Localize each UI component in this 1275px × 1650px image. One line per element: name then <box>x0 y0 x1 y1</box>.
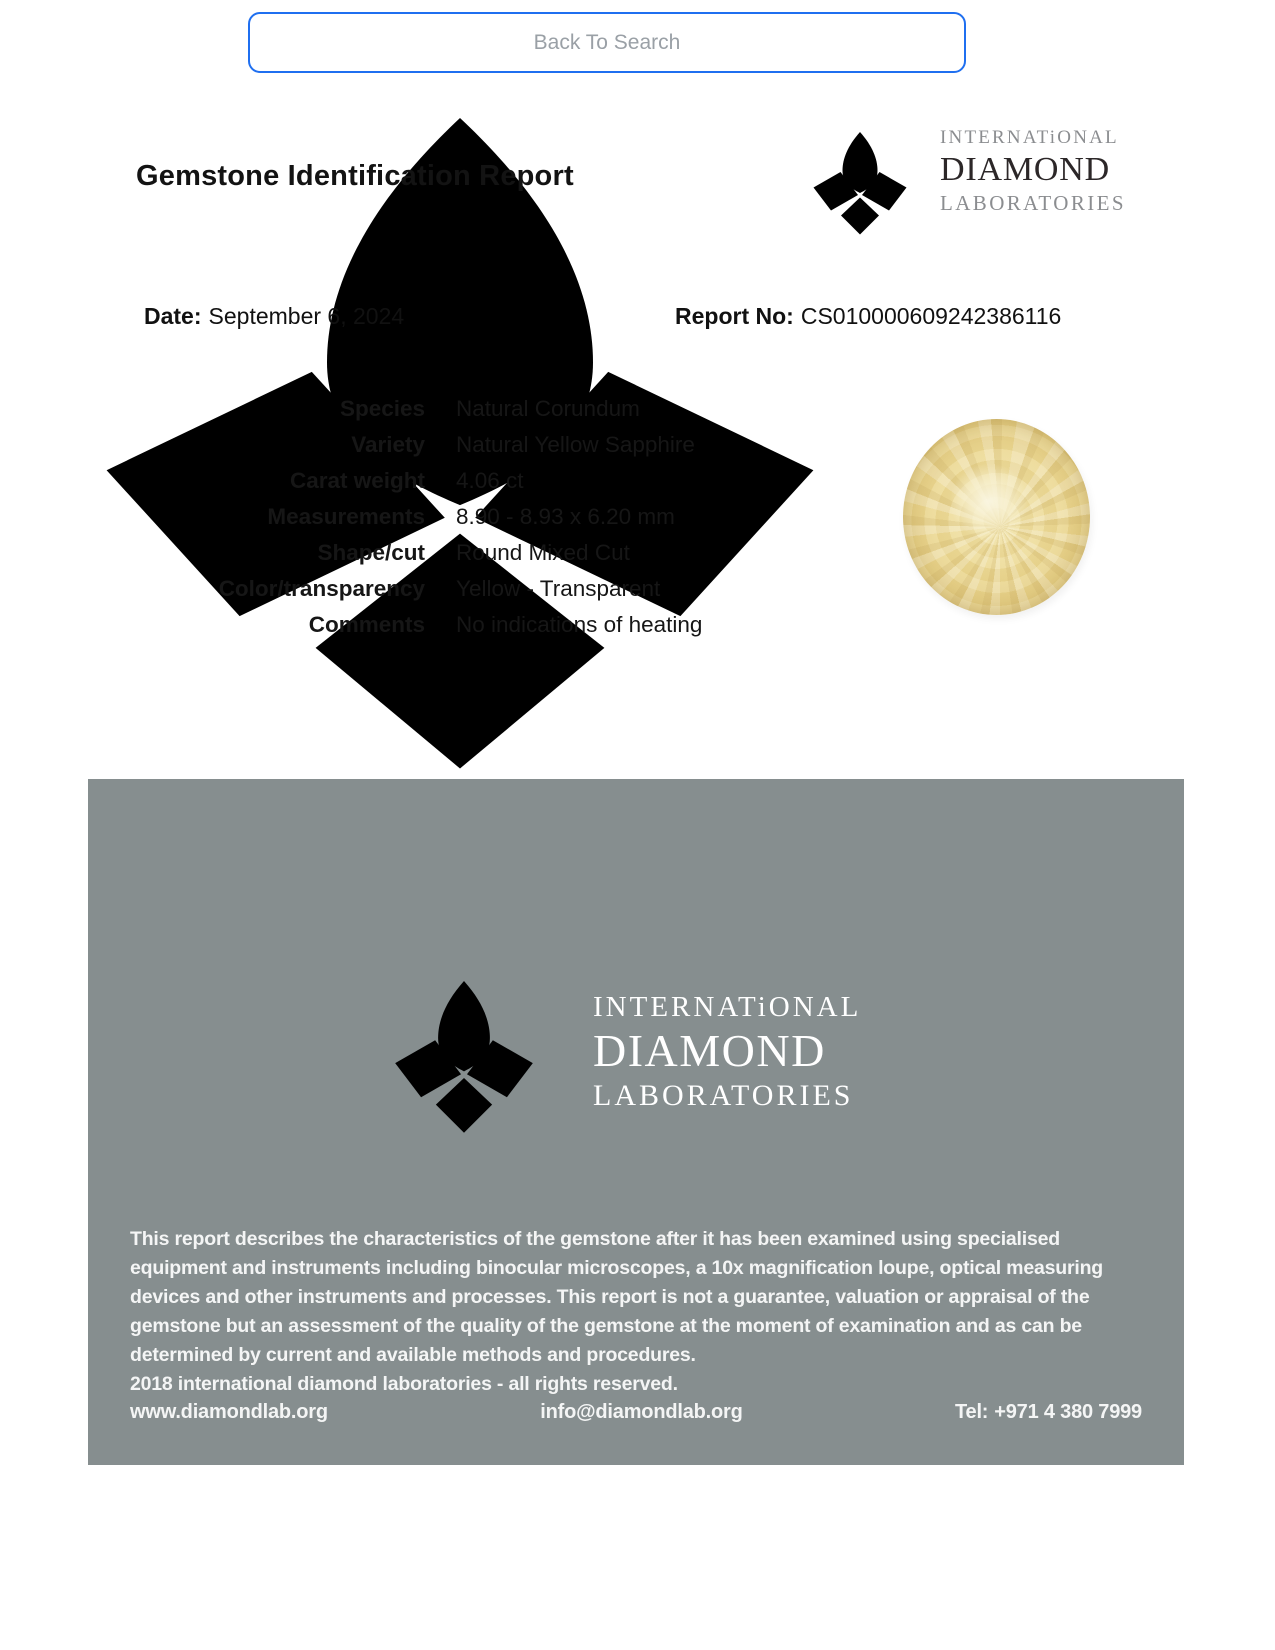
idl-logo-wordmark <box>593 989 861 1115</box>
idl-logo-icon <box>808 132 912 236</box>
detail-row <box>140 396 1060 432</box>
contact-row <box>130 1401 1142 1424</box>
gemstone-photo <box>903 419 1090 615</box>
brand-line-laboratories: LABORATORIES <box>593 1079 854 1112</box>
detail-label: Measurements <box>267 504 425 529</box>
brand-line-laboratories: LABORATORIES <box>940 191 1126 215</box>
website-text: www.diamondlab.org <box>130 1401 328 1423</box>
idl-logo-icon <box>390 979 538 1137</box>
detail-value: Round Mixed Cut <box>456 540 630 565</box>
detail-value: 4.06 ct <box>456 468 524 493</box>
detail-row <box>140 612 1060 648</box>
rights-line: 2018 international diamond laboratories - all rights reserved. <box>130 1373 678 1395</box>
back-to-search-button[interactable] <box>248 12 966 73</box>
footer-panel <box>88 779 1184 1465</box>
telephone-text <box>955 1401 1142 1424</box>
report-no-label: Report No: <box>675 303 794 329</box>
page-title: Gemstone Identification Report <box>136 160 574 192</box>
date-label: Date: <box>144 303 202 329</box>
meta-row <box>0 303 1275 335</box>
disclaimer-text <box>130 1225 1142 1399</box>
detail-label: Comments <box>308 612 425 637</box>
report-date <box>144 303 404 330</box>
detail-value: Natural Corundum <box>456 396 640 421</box>
back-to-search-label: Back To Search <box>533 30 681 54</box>
idl-logo-wordmark <box>940 126 1126 217</box>
detail-label: Carat weight <box>289 468 425 493</box>
detail-value: 8.90 - 8.93 x 6.20 mm <box>456 504 675 529</box>
tel-value: +971 4 380 7999 <box>994 1401 1142 1423</box>
date-value: September 6, 2024 <box>208 303 405 329</box>
detail-label: Species <box>339 396 425 421</box>
detail-value: No indications of heating <box>456 612 703 637</box>
detail-value: Yellow - Transparent <box>456 576 661 601</box>
idl-logo-header <box>808 124 1138 244</box>
detail-label: Color/transparency <box>218 576 425 601</box>
email-text: info@diamondlab.org <box>540 1401 743 1423</box>
brand-line-international: INTERNATiONAL <box>940 127 1119 148</box>
idl-logo-footer <box>390 979 950 1149</box>
brand-line-international: INTERNATiONAL <box>593 991 862 1023</box>
report-number <box>675 303 1061 330</box>
report-no-value: CS010000609242386116 <box>800 303 1062 329</box>
detail-label: Variety <box>351 432 425 457</box>
brand-line-diamond: DIAMOND <box>593 1025 826 1076</box>
detail-row <box>140 576 1060 612</box>
brand-line-diamond: DIAMOND <box>940 151 1110 188</box>
detail-label: Shape/cut <box>317 540 425 565</box>
tel-label: Tel: <box>955 1401 989 1423</box>
disclaimer-paragraph: This report describes the characteristics of the gemstone after it has been examined using specialised equipment and instruments including binocular microscopes, a 10x magnification loupe, optical measuring devices and other instruments and processes. This report is not a guarantee, valuation or appraisal of the gemstone but an assessment of the quality of the gemstone at the moment of examination and as can be determined by current and available methods and procedures. <box>130 1228 1103 1366</box>
detail-value: Natural Yellow Sapphire <box>456 432 695 457</box>
